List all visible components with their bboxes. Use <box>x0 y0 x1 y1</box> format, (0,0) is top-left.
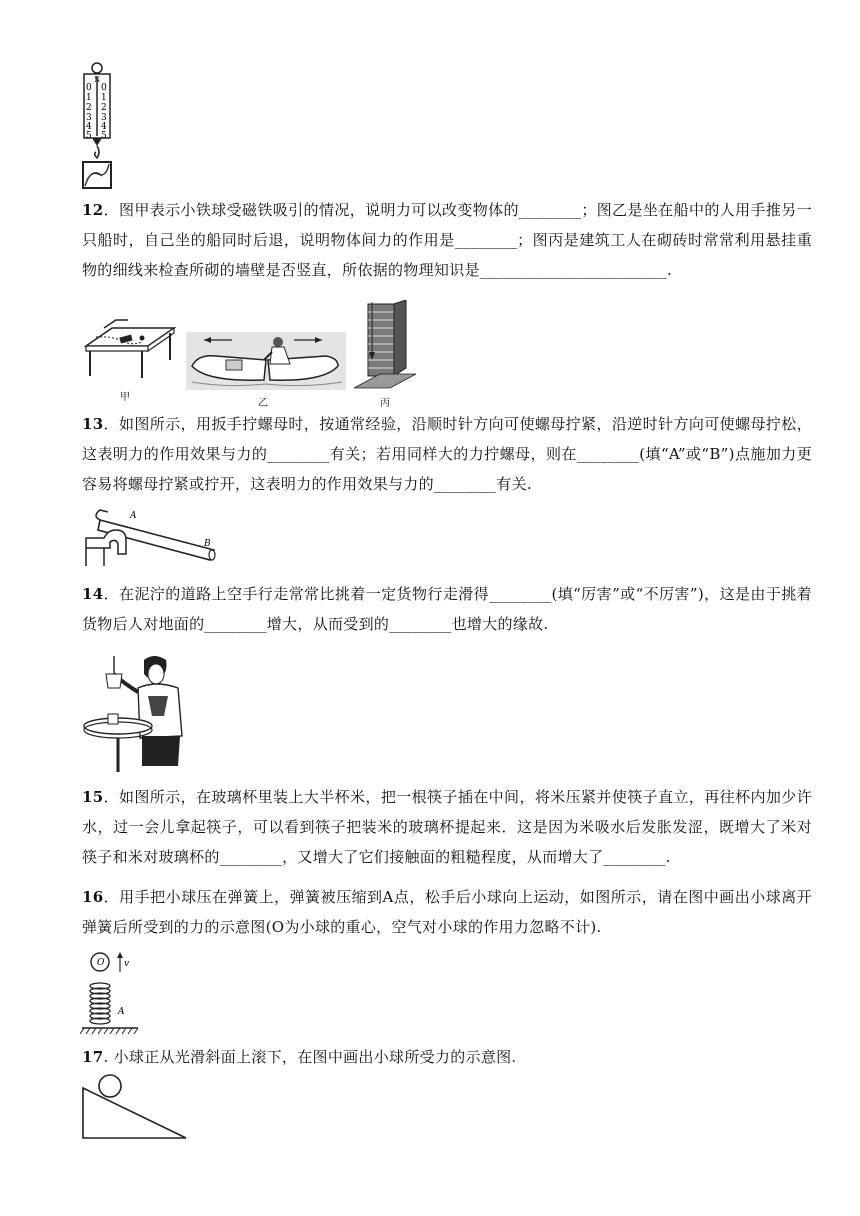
question-text: ．在泥泞的道路上空手行走常常比挑着一定货物行走滑得________(填“厉害”或“不厉害”)，这是由于挑着货物后人对地面的________增大，从而受到的________也增大的缘故. <box>82 585 812 633</box>
right-scale-3: 3 <box>101 113 107 123</box>
left-scale-3: 3 <box>86 113 92 123</box>
question-text: ．如图所示，用扳手拧螺母时，按通常经验，沿顺时针方向可使螺母拧紧，沿逆时针方向可使螺母拧松，这表明力的作用效果与力的________有关；若用同样大的力拧螺母，则在________(填“A”或“B”)点施加力更容易将螺母拧紧或拧开，这表明力的作用效果与力的________有关. <box>82 415 812 493</box>
question-text: ．如图所示，在玻璃杯里装上大半杯米，把一根筷子插在中间，将米压紧并使筷子直立，再往杯内加少许水，过一会儿拿起筷子，可以看到筷子把装米的玻璃杯提起来．这是因为米吸水后发胀发涩，既增大了米对筷子和米对玻璃杯的________，又增大了它们接触面的粗糙程度，从而增大了________. <box>82 788 812 866</box>
right-scale-4: 4 <box>101 122 107 132</box>
left-scale-0: 0 <box>86 83 92 93</box>
right-scale-5: 5 <box>101 131 107 141</box>
question-14 <box>82 579 812 639</box>
magnet-ball-figure <box>82 316 178 386</box>
incline-ball-figure <box>80 1070 190 1142</box>
spring-ball-figure <box>80 946 140 1038</box>
question-number: 16 <box>82 888 104 906</box>
right-scale-0: 0 <box>101 83 107 93</box>
question-12 <box>82 195 812 285</box>
question-text: ．用手把小球压在弹簧上，弹簧被压缩到A点，松手后小球向上运动，如图所示，请在图中画出小球离开弹簧后所受到的力的示意图(O为小球的重心，空气对小球的作用力忽略不计). <box>82 888 812 936</box>
wrench-nut-figure <box>82 504 222 574</box>
question-text: ．图甲表示小铁球受磁铁吸引的情况，说明力可以改变物体的________；图乙是坐在船中的人用手推另一只船时，自己坐的船同时后退，说明物体间力的作用是________；图丙是建筑工人在砌砖时常常利用悬挂重物的细线来检查所砌的墙壁是否竖直，所依据的物理知识是________________________. <box>82 201 812 279</box>
velocity-label: v <box>124 959 130 969</box>
point-a-label: A <box>130 511 137 521</box>
caption-jia: 甲 <box>120 392 130 403</box>
brick-wall-plumb-figure <box>350 300 418 390</box>
point-a-label: A <box>118 1007 125 1017</box>
center-o-label: O <box>97 958 105 968</box>
question-16 <box>82 882 812 942</box>
caption-yi: 乙 <box>258 398 268 409</box>
boats-figure <box>186 332 346 390</box>
left-scale-1: 1 <box>86 93 92 103</box>
chopstick-rice-cup-figure <box>82 652 194 774</box>
question-number: 15 <box>82 788 104 806</box>
caption-bing: 丙 <box>380 398 390 409</box>
question-17 <box>82 1042 812 1072</box>
right-scale-1: 1 <box>101 93 107 103</box>
question-15 <box>82 782 812 872</box>
left-scale-4: 4 <box>86 122 92 132</box>
question-number: 12 <box>82 201 104 219</box>
question-text: . 小球正从光滑斜面上滚下，在图中画出小球所受力的示意图. <box>103 1048 517 1066</box>
question-13 <box>82 409 812 499</box>
question-number: 14 <box>82 585 104 603</box>
spring-scale-figure <box>78 62 118 190</box>
right-scale-2: 2 <box>101 103 107 113</box>
question-number: 13 <box>82 415 104 433</box>
left-scale-5: 5 <box>86 131 92 141</box>
scale-unit-label: N <box>93 76 101 84</box>
question-number: 17 <box>82 1048 104 1066</box>
left-scale-2: 2 <box>86 103 92 113</box>
point-b-label: B <box>204 539 211 549</box>
